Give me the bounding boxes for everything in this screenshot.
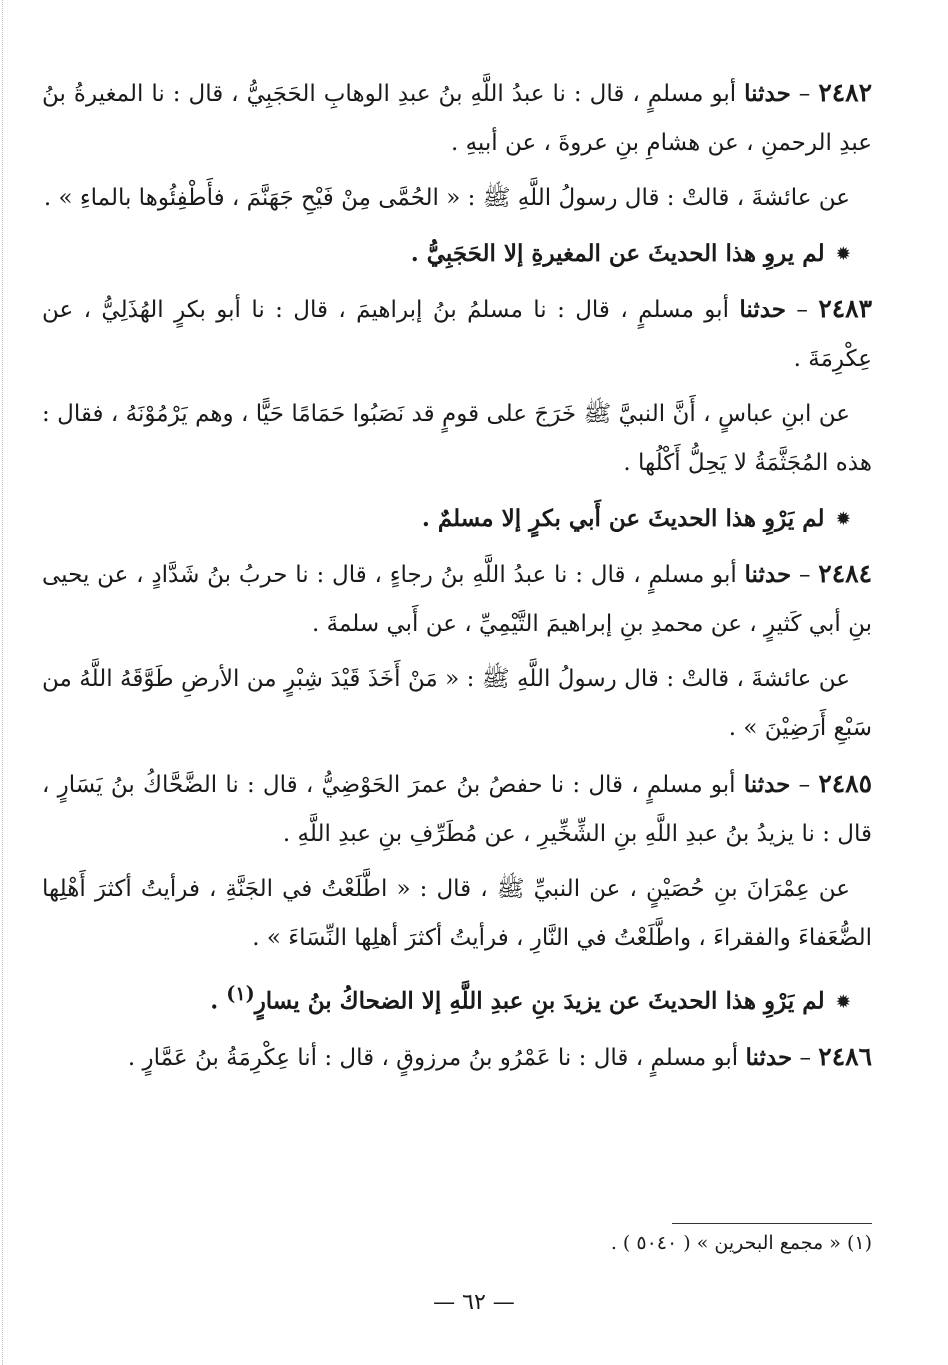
hadith-number: ٢٤٨٣ xyxy=(818,294,873,323)
hadith-2482-chain: ٢٤٨٢ – حدثنا أبو مسلمٍ ، قال : نا عبدُ اللَّهِ بنُ عبدِ الوهابِ الحَجَبِيُّ ، قال : نا المغيرةُ بنُ عبدِ الرحمنِ ، عن هشامِ بنِ عروةَ ، عن أبيهِ . xyxy=(42,78,873,156)
hadith-2485-chain: ٢٤٨٥ – حدثنا أبو مسلمٍ ، قال : نا حفصُ بنُ عمرَ الحَوْضِيُّ ، قال : نا الضَّحَّاكُ بنُ يَسَارٍ ، قال : نا يزيدُ بنُ عبدِ اللَّهِ بنِ الشِّخِّيرِ ، عن مُطَرِّفِ بنِ عبدِ اللَّهِ . xyxy=(42,769,873,847)
hadith-lead: حدثنا xyxy=(744,80,791,107)
hadith-2483-note: ✹ لم يَرْوِ هذا الحديثَ عن أَبي بكرٍ إلا مسلمٌ . xyxy=(421,505,850,532)
hadith-lead: حدثنا xyxy=(739,296,787,323)
page-body xyxy=(42,68,872,1089)
hadith-2482-matn: عن عائشةَ ، قالتْ : قال رسولُ اللَّهِ ﷺ : « الحُمَّى مِنْ فَيْحِ جَهَنَّمَ ، فأَطْفِئُوها بالماءِ » . xyxy=(43,185,850,211)
hadith-2482-note: ✹ لم يروِ هذا الحديثَ عن المغيرةِ إلا الحَجَبِيُّ . xyxy=(410,240,850,267)
hadith-2485-matn: عن عِمْرَانَ بنِ حُصَيْنٍ ، عن النبيِّ ﷺ ، قال : « اطَّلَعْتُ في الجَنَّةِ ، فرأيتُ أكثرَ أَهْلِها الضُّعَفاءَ والفقراءَ ، واطَّلَعْتُ في النَّارِ ، فرأيتُ أكثرَ أهلِها النِّسَاءَ » . xyxy=(42,876,872,951)
hadith-lead: حدثنا xyxy=(745,1043,793,1071)
hadith-2486-chain: ٢٤٨٦ – حدثنا أبو مسلمٍ ، قال : نا عَمْرُو بنُ مرزوقٍ ، قال : أنا عِكْرِمَةُ بنُ عَمَّارٍ . xyxy=(127,1041,872,1071)
hadith-text: أبو مسلمٍ ، قال : نا عبدُ اللَّهِ بنُ عبدِ الوهابِ الحَجَبِيُّ ، قال : نا المغيرةُ بنُ عبدِ الرحمنِ ، عن هشامِ بنِ عروةَ ، عن أبيهِ . xyxy=(42,81,872,156)
hadith-2484-matn: عن عائشةَ ، قالتْ : قال رسولُ اللَّهِ ﷺ : « مَنْ أَخَذَ قَيْدَ شِبْرٍ من الأرضِ طَوَّقَهُ اللَّهُ من سَبْعِ أَرَضِيْنَ » . xyxy=(42,666,872,741)
hadith-number: ٢٤٨٥ xyxy=(818,769,873,798)
star-icon: ✹ xyxy=(836,991,850,1011)
hadith-2483-matn: عن ابنِ عباسٍ ، أَنَّ النبيَّ ﷺ خَرَجَ على قومٍ قد نَصَبُوا حَمَامًا حَيًّا ، وهم يَرْمُوْنَهُ ، فقال : هذه المُجَثَّمَةُ لا يَحِلُّ أَكْلُها . xyxy=(42,401,872,476)
hadith-number: ٢٤٨٤ xyxy=(818,559,872,588)
hadith-2484-chain: ٢٤٨٤ – حدثنا أبو مسلمٍ ، قال : نا عبدُ اللَّهِ بنُ رجاءٍ ، قال : نا حربُ بنُ شَدَّادٍ ، عن يحيى بنِ أبي كَثيرٍ ، عن محمدِ بنِ إبراهيمَ التَّيْمِيِّ ، عن أَبي سلمةَ . xyxy=(42,559,872,637)
hadith-lead: حدثنا xyxy=(743,771,791,798)
hadith-number: ٢٤٨٦ xyxy=(818,1041,872,1071)
hadith-lead: حدثنا xyxy=(744,561,792,588)
hadith-2483-chain: ٢٤٨٣ – حدثنا أبو مسلمٍ ، قال : نا مسلمُ بنُ إبراهيمَ ، قال : نا أبو بكرٍ الهُذَلِيُّ ، عن عِكْرِمَةَ . xyxy=(42,294,873,372)
margin-dots xyxy=(2,0,5,1365)
footnote: (١) « مجمع البحرين » ( ٥٠٤٠ ) . xyxy=(610,1232,872,1254)
hadith-number: ٢٤٨٢ xyxy=(818,78,873,107)
footnote-ref: (١) xyxy=(226,982,255,1005)
hadith-text: أبو مسلمٍ ، قال : نا حفصُ بنُ عمرَ الحَوْضِيُّ ، قال : نا الضَّحَّاكُ بنُ يَسَارٍ ، قال : نا يزيدُ بنُ عبدِ اللَّهِ بنِ الشِّخِّيرِ ، عن مُطَرِّفِ بنِ عبدِ اللَّهِ . xyxy=(42,772,872,847)
star-icon: ✹ xyxy=(836,244,850,263)
hadith-text: أبو مسلمٍ ، قال : نا عَمْرُو بنُ مرزوقٍ ، قال : أنا عِكْرِمَةُ بنُ عَمَّارٍ . xyxy=(127,1044,739,1071)
hadith-2485-note: ✹ لم يَرْوِ هذا الحديثَ عن يزيدَ بنِ عبدِ اللَّهِ إلا الضحاكُ بنُ يسارٍ$^{(١)}$ . xyxy=(210,982,850,1015)
page-number: — ٦٢ — xyxy=(433,1290,515,1315)
hadith-text: أبو مسلمٍ ، قال : نا مسلمُ بنُ إبراهيمَ ، قال : نا أبو بكرٍ الهُذَلِيُّ ، عن عِكْرِمَةَ . xyxy=(42,297,872,372)
footnote-divider xyxy=(672,1223,872,1224)
hadith-text: أبو مسلمٍ ، قال : نا عبدُ اللَّهِ بنُ رجاءٍ ، قال : نا حربُ بنُ شَدَّادٍ ، عن يحيى بنِ أبي كَثيرٍ ، عن محمدِ بنِ إبراهيمَ التَّيْمِيِّ ، عن أَبي سلمةَ . xyxy=(42,562,872,637)
star-icon: ✹ xyxy=(836,509,850,528)
